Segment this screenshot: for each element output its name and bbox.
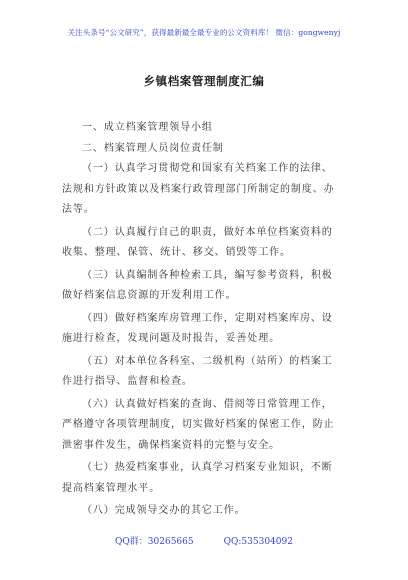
duty-item-1: （一）认真学习贯彻党和国家有关档案工作的法律、 bbox=[82, 163, 333, 174]
duty-item-2: （二）认真履行自己的职责，做好本单位档案资料的 bbox=[82, 226, 333, 238]
duty-item-7: （七）热爱档案事业，认真学习档案专业知识，不断 bbox=[82, 462, 333, 473]
duty-item-3-cont: 做好档案信息资源的开发利用工作。 bbox=[62, 290, 237, 301]
section-heading-1: 一、成立档案管理领导小组 bbox=[82, 122, 213, 133]
section-heading-2: 二、档案管理人员岗位责任制 bbox=[82, 142, 224, 154]
duty-item-4: （四）做好档案库房管理工作，定期对档案库房、设 bbox=[82, 312, 333, 324]
duty-item-1-cont: 法规和方针政策以及档案行政管理部门所制定的制度、办 bbox=[62, 183, 335, 195]
duty-item-5-cont: 作进行指导、监督和检查。 bbox=[62, 376, 193, 387]
duty-item-6: （六）认真做好档案的查询、借阅等日常管理工作， bbox=[82, 398, 333, 410]
duty-item-7-cont: 提高档案管理水平。 bbox=[62, 482, 161, 494]
duty-item-1-end: 法等。 bbox=[62, 204, 95, 215]
qq-group-number: QQ群：30265665 bbox=[115, 537, 194, 547]
document-title: 乡镇档案管理制度汇编 bbox=[143, 74, 265, 88]
duty-item-3: （三）认真编制各种检索工具，编写参考资料，积极 bbox=[82, 269, 333, 281]
duty-item-4-cont: 施进行检查，发现问题及时报告，妥善处理。 bbox=[62, 333, 280, 344]
contact-footer bbox=[0, 534, 408, 547]
duty-item-5: （五）对本单位各科室、二级机构（站所）的档案工 bbox=[82, 355, 333, 367]
promo-banner: 关注头条号“公文研究”，获得最新最全最专业的公文资料库！ 微信：gongwenyj bbox=[67, 28, 341, 37]
duty-item-2-cont: 收集、整理、保管、统计、移交、销毁等工作。 bbox=[62, 247, 291, 258]
duty-item-6-cont: 严格遵守各项管理制度，切实做好档案的保密工作，防止 bbox=[62, 419, 335, 430]
document-body bbox=[62, 118, 362, 522]
qq-contact-number: QQ:535304092 bbox=[223, 537, 293, 547]
duty-item-6-end: 泄密事件发生，确保档案资料的完整与安全。 bbox=[62, 439, 280, 451]
duty-item-8: （八）完成领导交办的其它工作。 bbox=[82, 505, 246, 516]
